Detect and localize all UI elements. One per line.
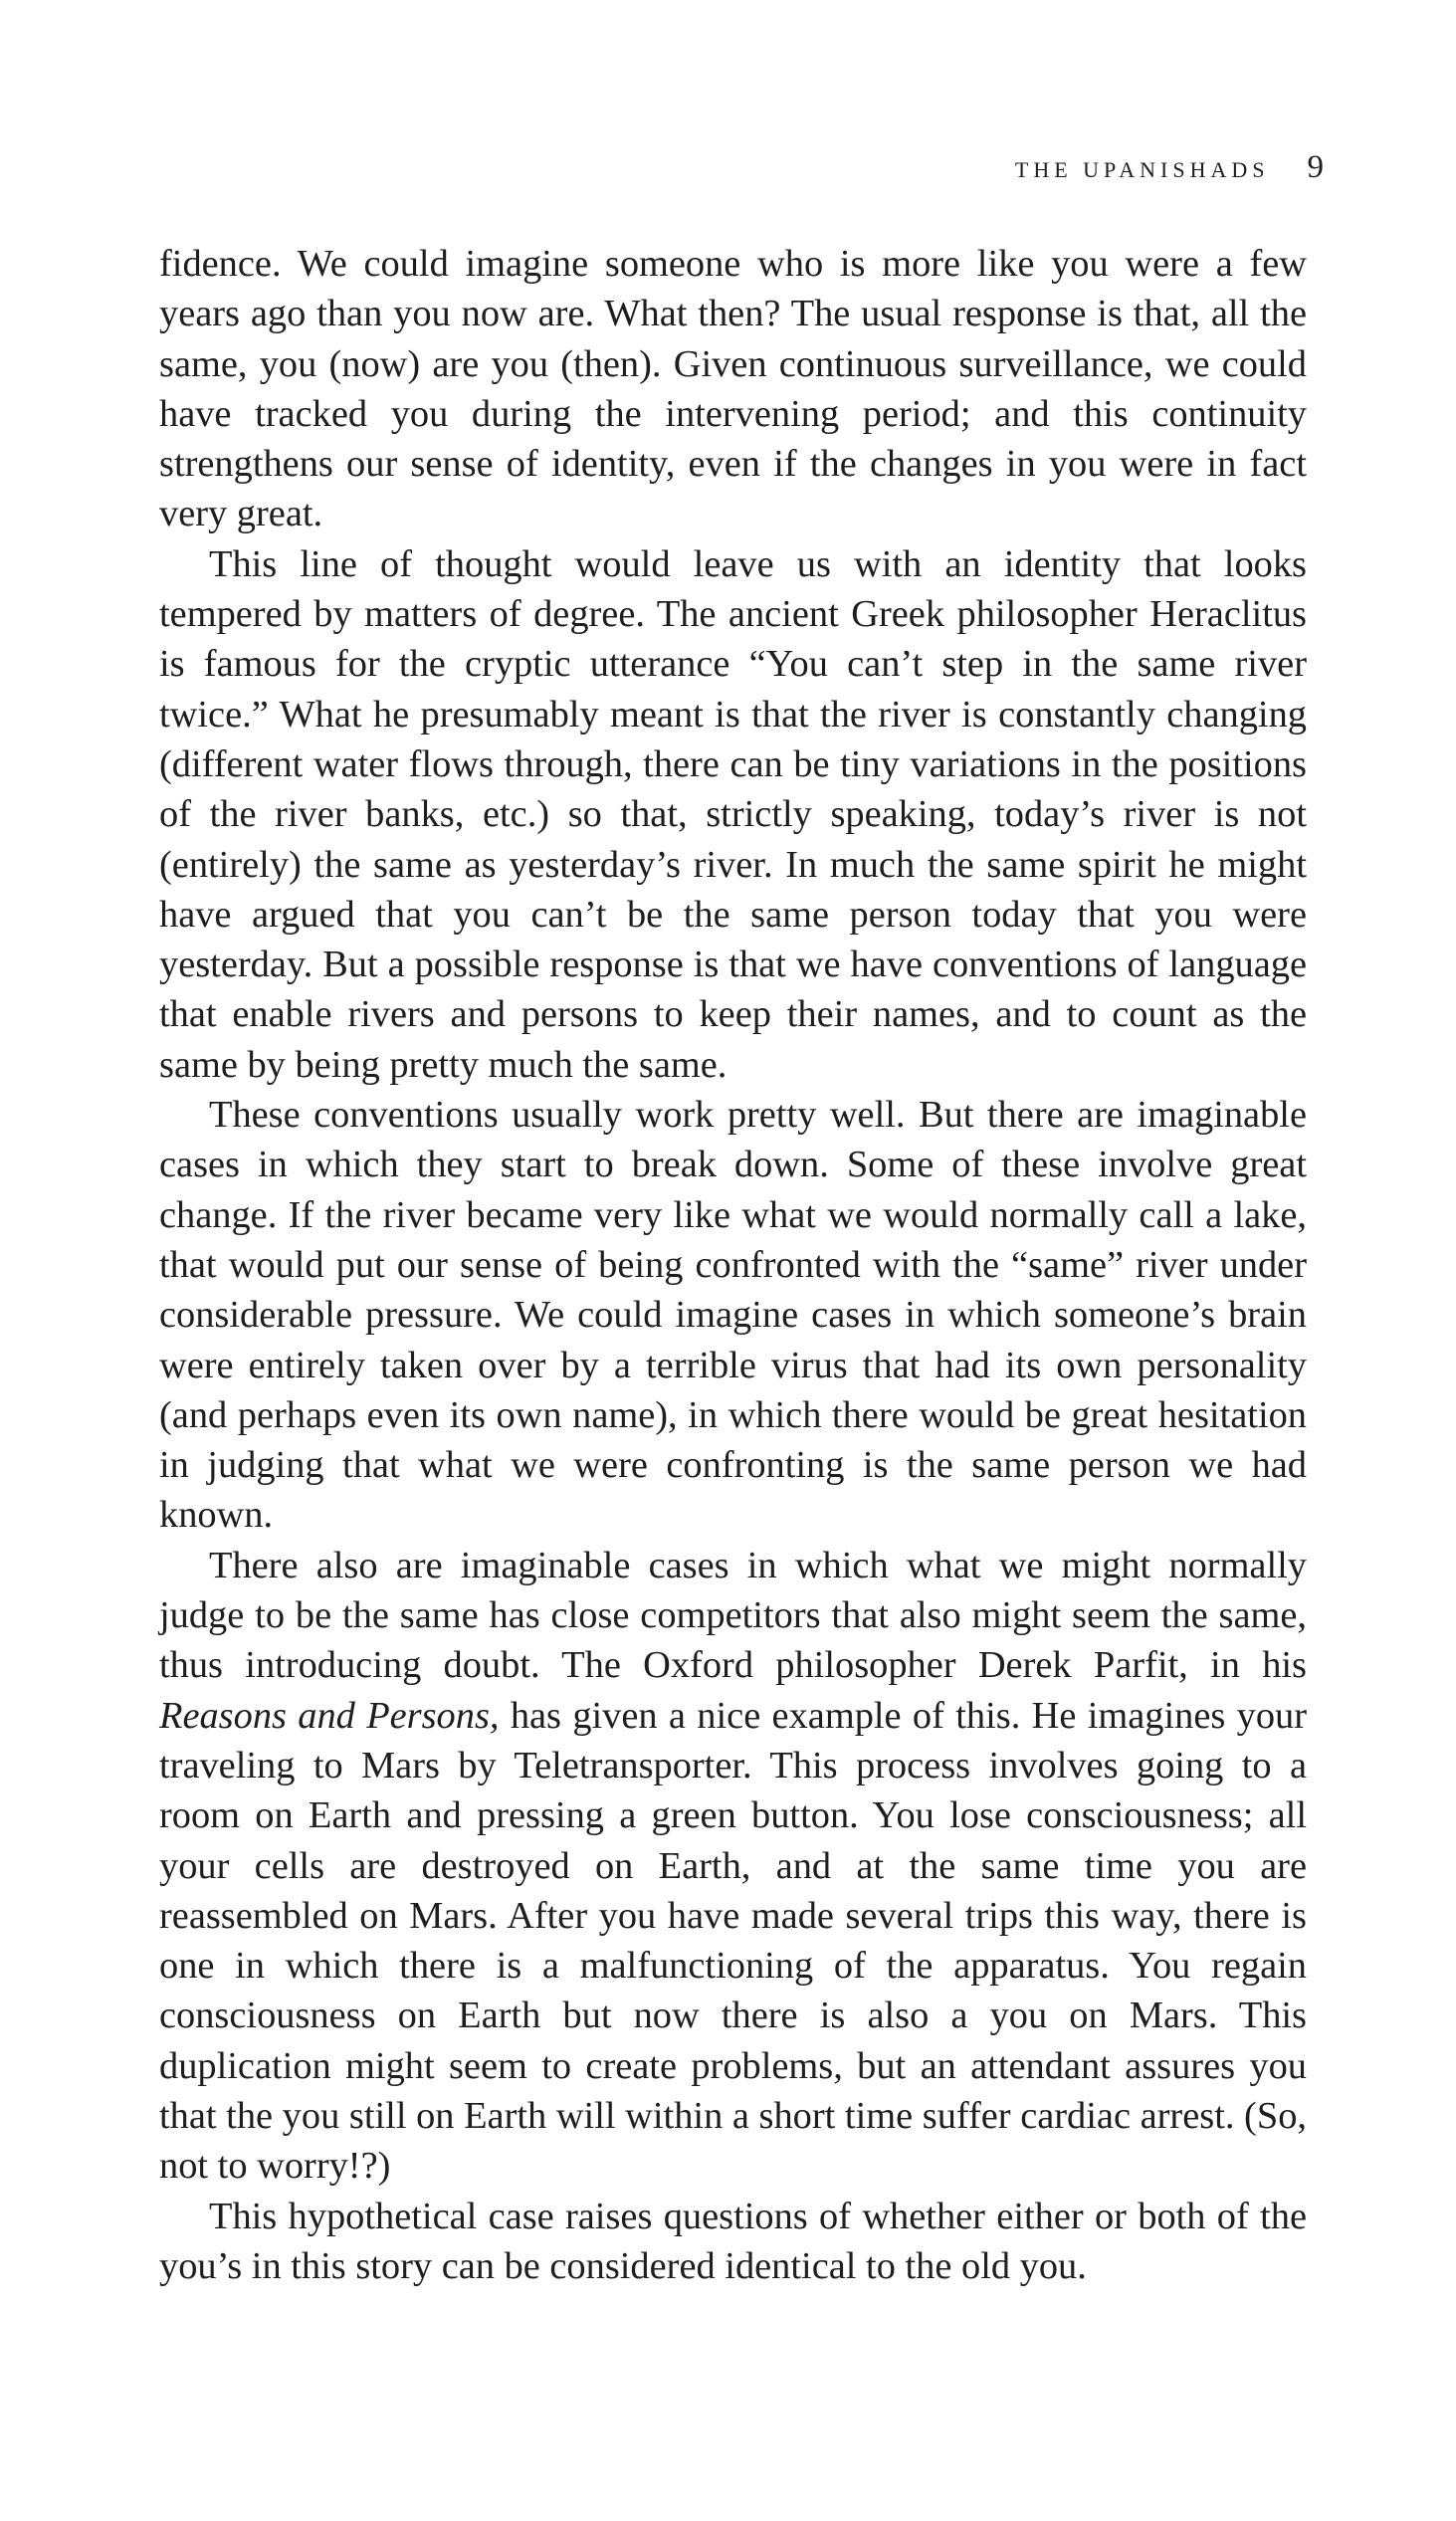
paragraph-parfit-part-1: There also are imaginable cases in which what we might normally judge to be the same has close competitors that also might seem the same, thus introducing doubt. The Oxford philosopher Derek Parfit, in his — [159, 1544, 1307, 1687]
body-text — [159, 239, 1307, 2291]
paragraph-continued: fidence. We could imagine someone who is more like you were a few years ago than you now are. What then? The usual response is that, all the same, you (now) are you (then). Given continuous surveillance, we could have tracked you during the intervening period; and this continuity strengthens our sense of identity, even if the changes in you were in fact very great. — [159, 243, 1307, 535]
paragraph-conventions: These conventions usually work pretty well. But there are imaginable cases in which they start to break down. Some of these involve great change. If the river became very like what we would normally call a lake, that would put our sense of being confronted with the “same” river under considerable pressure. We could imagine cases in which someone’s brain were entirely taken over by a terrible virus that had its own personality (and perhaps even its own name), in which there would be great hesitation in judging that what we were confronting is the same person we had known. — [159, 1094, 1307, 1537]
running-head — [1015, 149, 1324, 186]
paragraph-hypothetical: This hypothetical case raises questions of whether either or both of the you’s in this story can be considered identical to the old you. — [159, 2195, 1307, 2287]
running-title: THE UPANISHADS — [1014, 157, 1270, 182]
book-title: Reasons and Persons, — [159, 1694, 500, 1737]
page-number: 9 — [1307, 149, 1324, 185]
paragraph-heraclitus: This line of thought would leave us with an identity that looks tempered by matters of degree. The ancient Greek philosopher Heraclitus is famous for the cryptic utterance “You can’t step in the same river twice.” What he presumably meant is that the river is constantly changing (different water flows through, there can be tiny variations in the positions of the river banks, etc.) so that, strictly speaking, today’s river is not (entirely) the same as yesterday’s river. In much the same spirit he might have argued that you can’t be the same person today that you were yesterday. But a possible response is that we have conventions of language that enable rivers and persons to keep their names, and to count as the same by being pretty much the same. — [159, 542, 1307, 1086]
paragraph-parfit-part-2: has given a nice example of this. He imagines your traveling to Mars by Teletransporter. This process involves going to a room on Earth and pressing a green button. You lose consciousness; all your cells are destroyed on Earth, and at the same time you are reassembled on Mars. After you have made several trips this way, there is one in which there is a malfunctioning of the apparatus. You regain consciousness on Earth but now there is also a you on Mars. This duplication might seem to create problems, but an attendant assures you that the you still on Earth will within a short time suffer cardiac arrest. (So, not to worry!?) — [159, 1694, 1307, 2188]
paragraph-parfit — [159, 1541, 1307, 2192]
